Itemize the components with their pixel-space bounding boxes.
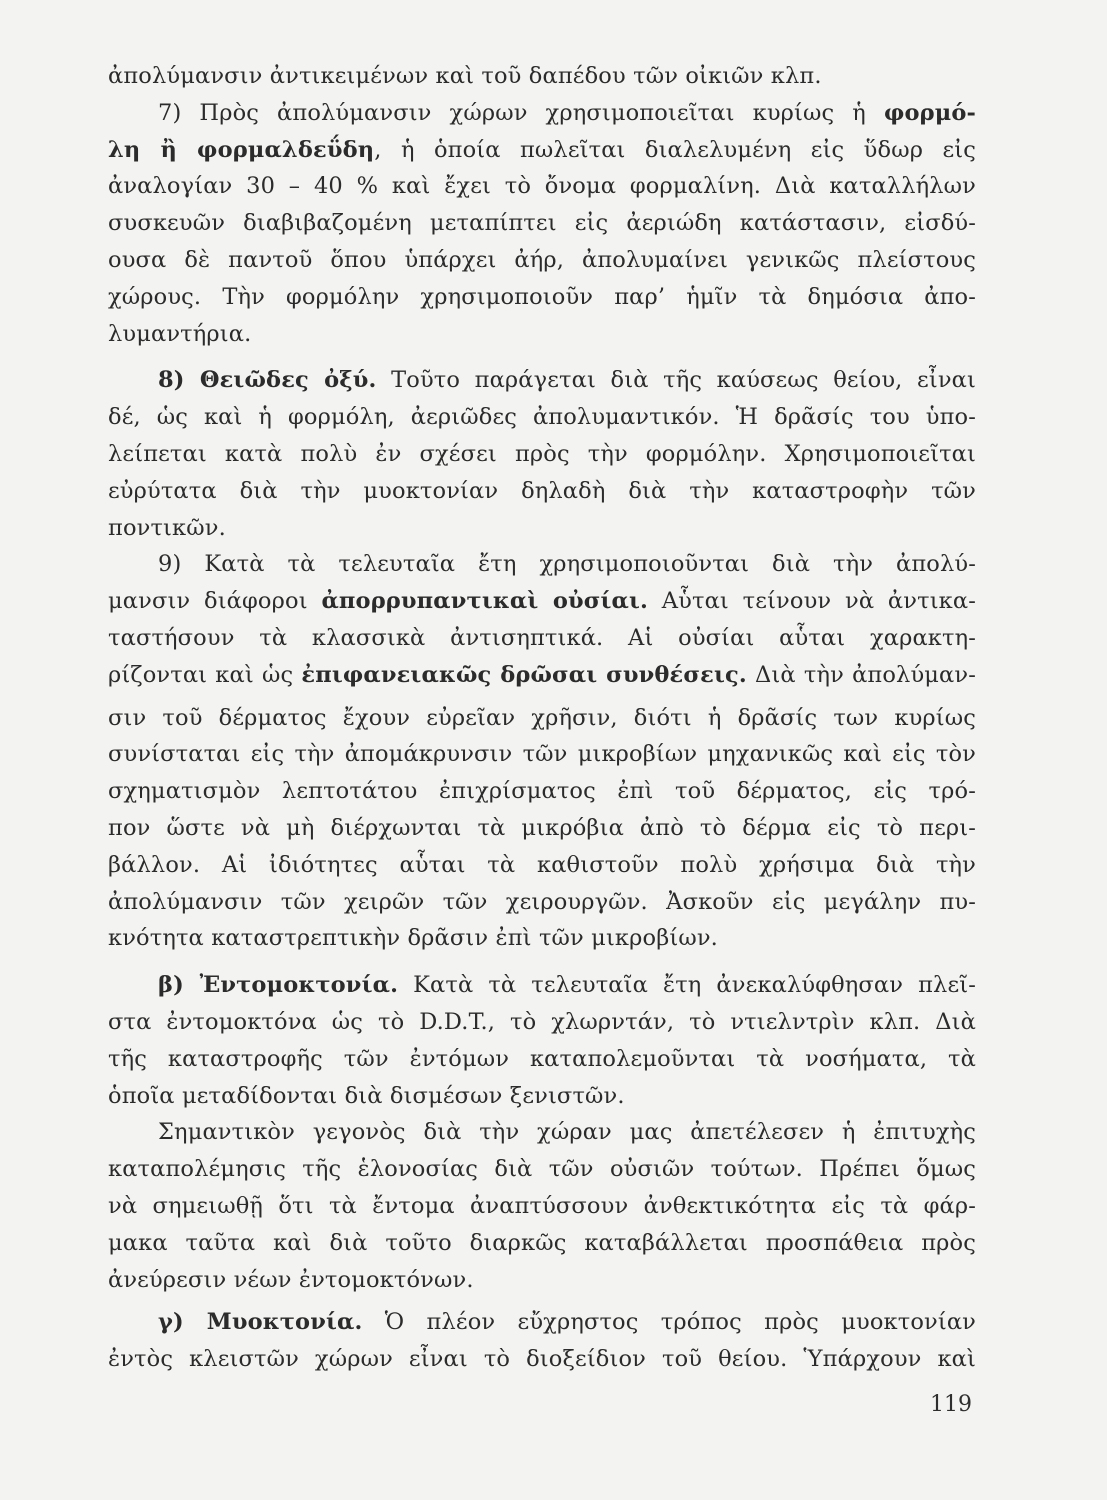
text-line [108,1225,976,1262]
text-run: κνότητα καταστρεπτικὴν δρᾶσιν ἐπὶ τῶν μικροβίων. [108,925,718,952]
text-run: ταστήσουν τὰ κλασσικὰ ἀντισηπτικά. Αἱ οὐσίαι αὗται χαρακτη- [108,624,976,651]
text-line [108,132,976,169]
bold-term: λη ἢ φορμαλδεΰδη [108,136,375,163]
paragraph-gap [108,957,976,967]
text-line [108,205,976,242]
text-line [108,510,976,547]
text-run: ἀπολύμανσιν ἀντικειμένων καὶ τοῦ δαπέδου τῶν οἰκιῶν κλπ. [108,63,822,89]
text-run: βάλλον. Αἱ ἰδιότητες αὗται τὰ καθιστοῦν πολὺ χρήσιμα διὰ τὴν [108,851,976,878]
text-line [108,242,976,279]
text-run: Σημαντικὸν γεγονὸς διὰ τὴν χώραν μας ἀπετέλεσεν ἡ ἐπιτυχὴς [158,1119,976,1146]
text-run: σιν τοῦ δέρματος ἔχουν εὐρεῖαν χρῆσιν, διότι ἡ δρᾶσίς των κυρίως [108,704,976,731]
text-line [108,1188,976,1225]
text-line [108,1262,976,1299]
bold-term: 8) Θειῶδες ὀξύ. [158,367,377,394]
text-run: Ὁ πλέον εὔχρηστος τρόπος πρὸς μυοκτονίαν [362,1309,976,1336]
text-run: τῆς καταστροφῆς τῶν ἐντόμων καταπολεμοῦνται τὰ νοσήματα, τὰ [108,1045,976,1072]
text-line [108,168,976,205]
text-line [108,1304,976,1341]
bold-term: γ) Μυοκτονία. [158,1309,363,1336]
text-line [108,967,976,1004]
text-line [108,316,976,353]
text-run: εὐρύτατα διὰ τὴν μυοκτονίαν δηλαδὴ διὰ τὴν καταστροφὴν τῶν [108,477,976,504]
text-run: δέ, ὡς καὶ ἡ φορμόλη, ἀεριῶδες ἀπολυμαντικόν. Ἡ δρᾶσίς του ὑπο- [108,404,976,431]
text-run: Κατὰ τὰ τελευταῖα ἔτη ἀνεκαλύφθησαν πλεῖ- [398,972,976,999]
text-run: ποντικῶν. [108,514,226,541]
text-run: συσκευῶν διαβιβαζομένη μεταπίπτει εἰς ἀεριώδη κατάστασιν, εἰσδύ- [108,210,976,237]
text-run: ρίζονται καὶ ὡς [108,661,302,688]
text-line [108,847,976,884]
body-text [108,58,976,1378]
bold-term: ἐπιφανειακῶς δρῶσαι συνθέσεις. [301,661,747,688]
text-run: νὰ σημειωθῇ ὅτι τὰ ἔντομα ἀναπτύσσουν ἀνθεκτικότητα εἰς τὰ φάρ- [108,1192,976,1219]
text-line [108,810,976,847]
text-line [108,362,976,399]
text-run: καταπολέμησις τῆς ἑλονοσίας διὰ τῶν οὐσιῶν τούτων. Πρέπει ὅμως [108,1156,976,1183]
text-line [108,1151,976,1188]
text-run: λυμαντήρια. [108,320,252,347]
text-run: Αὗται τείνουν νὰ ἀντικα- [648,588,976,615]
text-run: χώρους. Τὴν φορμόλην χρησιμοποιοῦν παρ’ ἡμῖν τὰ δημόσια ἀπο- [108,283,976,310]
text-line [108,1341,976,1378]
text-run: Τοῦτο παράγεται διὰ τῆς καύσεως θείου, εἶναι [376,367,976,394]
bold-term: ἀπορρυπαντικαὶ οὐσίαι. [321,588,648,615]
text-line [108,700,976,737]
text-run: ὁποῖα μεταδίδονται διὰ δισμέσων ξενιστῶν. [108,1082,625,1109]
text-line [108,399,976,436]
bold-term: φορμό- [883,99,976,126]
text-run: μανσιν διάφοροι [108,588,322,615]
text-run: ἀναλογίαν 30 – 40 % καὶ ἔχει τὸ ὄνομα φορμαλίνη. Διὰ καταλλήλων [108,173,976,200]
text-run: λείπεται κατὰ πολὺ ἐν σχέσει πρὸς τὴν φορμόλην. Χρησιμοποιεῖται [108,440,976,467]
text-line [108,546,976,583]
text-run: ουσα δὲ παντοῦ ὅπου ὑπάρχει ἀήρ, ἀπολυμαίνει γενικῶς πλείστους [108,246,976,273]
text-run: στα ἐντομοκτόνα ὡς τὸ D.D.T., τὸ χλωρντάν, τὸ ντιελντρὶν κλπ. Διὰ [108,1008,976,1035]
text-line [108,473,976,510]
text-line [108,920,976,957]
paragraph-gap [108,352,976,362]
text-line [108,58,976,95]
text-line [108,657,976,694]
text-line [108,279,976,316]
text-run: ἀπολύμανσιν τῶν χειρῶν τῶν χειρουργῶν. Ἀσκοῦν εἰς μεγάλην πυ- [108,888,976,915]
text-run: , ἡ ὁποία πωλεῖται διαλελυμένη εἰς ὕδωρ εἰς [374,136,976,163]
text-run: μακα ταῦτα καὶ διὰ τοῦτο διαρκῶς καταβάλλεται προσπάθεια πρὸς [108,1229,976,1256]
text-line [108,736,976,773]
text-run: πον ὥστε νὰ μὴ διέρχωνται τὰ μικρόβια ἀπὸ τὸ δέρμα εἰς τὸ περι- [108,814,976,841]
text-line [108,436,976,473]
bold-term: β) Ἐντομοκτονία. [158,972,399,999]
text-run: ἀνεύρεσιν νέων ἐντομοκτόνων. [108,1266,474,1293]
text-line [108,1078,976,1115]
text-run: ἐντὸς κλειστῶν χώρων εἶναι τὸ διοξείδιον τοῦ θείου. Ὑπάρχουν καὶ [108,1346,976,1373]
page-number: 119 [930,1392,972,1417]
text-line [108,884,976,921]
text-line [108,620,976,657]
text-line [108,1041,976,1078]
text-line [108,1004,976,1041]
text-line [108,1114,976,1151]
text-run: συνίσταται εἰς τὴν ἀπομάκρυνσιν τῶν μικροβίων μηχανικῶς καὶ εἰς τὸν [108,741,976,768]
text-run: 7) Πρὸς ἀπολύμανσιν χώρων χρησιμοποιεῖται κυρίως ἡ [158,99,884,126]
text-line [108,773,976,810]
text-run: Διὰ τὴν ἀπολύμαν- [746,661,976,688]
text-run: 9) Κατὰ τὰ τελευταῖα ἔτη χρησιμοποιοῦνται διὰ τὴν ἀπολύ- [158,551,976,578]
text-line [108,583,976,620]
text-run: σχηματισμὸν λεπτοτάτου ἐπιχρίσματος ἐπὶ τοῦ δέρματος, εἰς τρό- [108,778,976,805]
text-line [108,95,976,132]
